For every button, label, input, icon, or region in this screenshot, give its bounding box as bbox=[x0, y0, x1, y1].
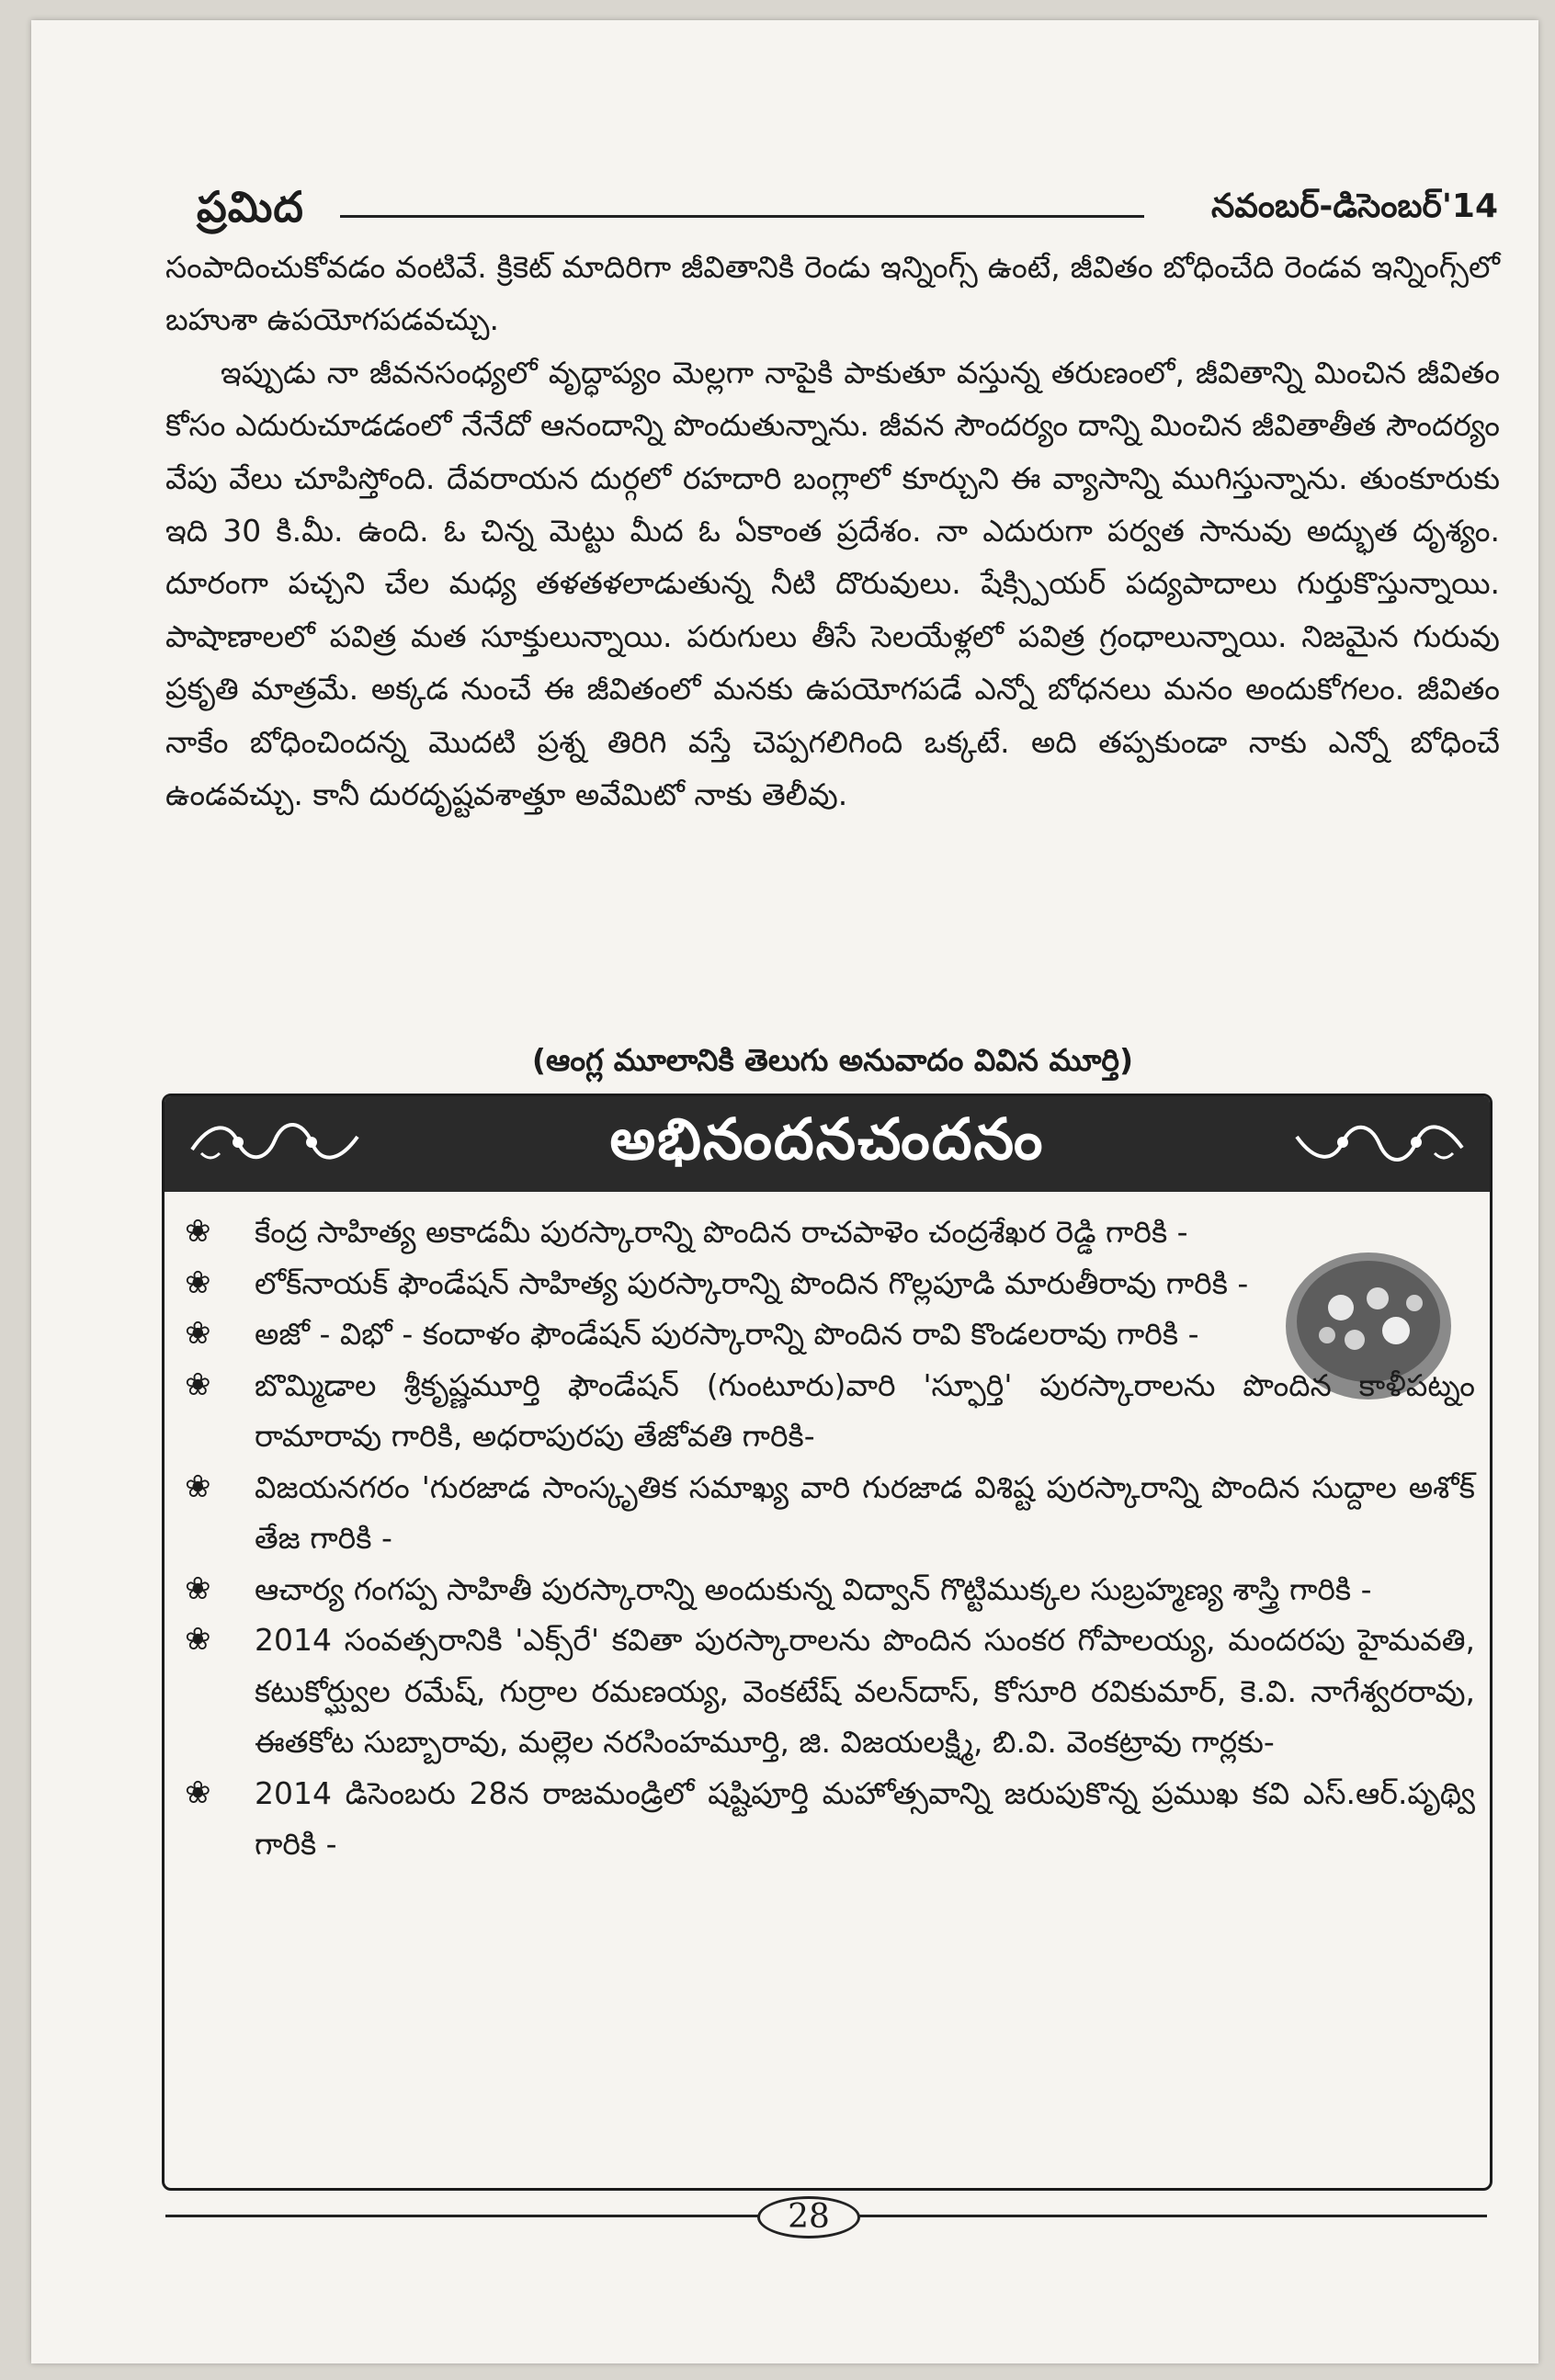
flower-bullet-icon: ❀ bbox=[185, 1468, 211, 1505]
article-body bbox=[165, 241, 1500, 821]
award-text: బొమ్మిడాల శ్రీకృష్ణమూర్తి ఫౌండేషన్ (గుంటూరు)వారి 'స్ఫూర్తి' పురస్కారాలను పొందిన కాళీపట్నం రామారావు గారికి, అధరాపురపు తేజోవతి గారికి- bbox=[255, 1366, 1475, 1454]
page-header bbox=[165, 178, 1498, 244]
scroll-ornament-icon bbox=[1288, 1113, 1471, 1172]
award-text: 2014 డిసెంబరు 28న రాజమండ్రిలో షష్టిపూర్తి మహోత్సవాన్ని జరుపుకొన్న ప్రముఖ కవి ఎస్.ఆర్.పృథ్వి గారికి - bbox=[255, 1774, 1475, 1862]
award-item bbox=[176, 1768, 1475, 1870]
award-text: కేంద్ర సాహిత్య అకాడమీ పురస్కారాన్ని పొందిన రాచపాళెం చంద్రశేఖర రెడ్డి గారికి - bbox=[255, 1214, 1188, 1250]
issue-date: నవంబర్-డిసెంబర్'14 bbox=[1210, 187, 1498, 225]
article-paragraph: ఇప్పుడు నా జీవనసంధ్యలో వృద్ధాప్యం మెల్లగా నాపైకి పాకుతూ వస్తున్న తరుణంలో, జీవితాన్ని మించిన జీవితం కోసం ఎదురుచూడడంలో నేనేదో ఆనందాన్ని పొందుతున్నాను. జీవన సౌందర్యం దాన్ని మించిన జీవితాతీత సౌందర్యం వేపు వేలు చూపిస్తోంది. దేవరాయన దుర్గలో రహదారి బంగ్లాలో కూర్చుని ఈ వ్యాసాన్ని ముగిస్తున్నాను. తుంకూరుకు ఇది 30 కి.మీ. ఉంది. ఓ చిన్న మెట్టు మీద ఓ ఏకాంత ప్రదేశం. నా ఎదురుగా పర్వత సానువు అద్భుత దృశ్యం. దూరంగా పచ్చని చేల మధ్య తళతళలాడుతున్న నీటి దొరువులు. షేక్స్పియర్ పద్యపాదాలు గుర్తుకొస్తున్నాయి. పాషాణాలలో పవిత్ర మత సూక్తులున్నాయి. పరుగులు తీసే సెలయేళ్లలో పవిత్ర గ్రంధాలున్నాయి. నిజమైన గురువు ప్రకృతి మాత్రమే. అక్కడ నుంచే ఈ జీవితంలో మనకు ఉపయోగపడే ఎన్నో బోధనలు మనం అందుకోగలం. జీవితం నాకేం బోధించిందన్న మొదటి ప్రశ్న తిరిగి వస్తే చెప్పగలిగింది ఒక్కటే. అది తప్పకుండా నాకు ఎన్నో బోధించే ఉండవచ్చు. కానీ దురదృష్టవశాత్తూ అవేమిటో నాకు తెలీవు. bbox=[165, 354, 1500, 813]
header-rule bbox=[340, 215, 1144, 218]
flower-bullet-icon: ❀ bbox=[185, 1213, 211, 1250]
magazine-page bbox=[31, 20, 1538, 2363]
flower-bullet-icon: ❀ bbox=[185, 1264, 211, 1301]
translator-credit: (ఆంగ్ల మూలానికి తెలుగు అనువాదం వివిన మూర్తి) bbox=[531, 1042, 1134, 1078]
magazine-title: ప్రమిద bbox=[197, 182, 310, 243]
flower-bullet-icon: ❀ bbox=[185, 1315, 211, 1352]
flower-bullet-icon: ❀ bbox=[185, 1366, 211, 1403]
award-text: 2014 సంవత్సరానికి 'ఎక్స్‌రే' కవితా పురస్కారాలను పొందిన సుంకర గోపాలయ్య, మందరపు హైమవతి, కటుకోర్ఘ్వుల రమేష్, గుర్రాల రమణయ్య, వెంకటేష్ వలన్‌దాస్, కోసూరి రవికుమార్, కె.వి. నాగేశ్వరరావు, ఈతకోట సుబ్బారావు, మల్లెల నరసింహమూర్తి, జి. విజయలక్ష్మి, బి.వి. వెంకట్రావు గార్లకు- bbox=[255, 1622, 1475, 1760]
award-item bbox=[176, 1207, 1475, 1258]
award-text: అజో - విభో - కందాళం ఫౌండేషన్ పురస్కారాన్ని పొందిన రావి కొండలరావు గారికి - bbox=[255, 1316, 1199, 1352]
flower-bullet-icon: ❀ bbox=[185, 1774, 211, 1811]
award-item bbox=[176, 1615, 1475, 1768]
award-item bbox=[176, 1564, 1475, 1615]
congrats-title: అభినందనచందనం bbox=[609, 1105, 1045, 1173]
article-paragraph: సంపాదించుకోవడం వంటివే. క్రికెట్ మాదిరిగా జీవితానికి రెండు ఇన్నింగ్స్ ఉంటే, జీవితం బోధించేది రెండవ ఇన్నింగ్స్‌లో బహుశా ఉపయోగపడవచ్చు. bbox=[165, 249, 1500, 338]
congrats-box bbox=[162, 1094, 1493, 2191]
award-text: విజయనగరం 'గురజాడ సాంస్కృతిక సమాఖ్య వారి గురజాడ విశిష్ట పురస్కారాన్ని పొందిన సుద్దాల అశోక్ తేజ గారికి - bbox=[255, 1468, 1475, 1556]
award-text: లోక్‌నాయక్ ఫౌండేషన్ సాహిత్య పురస్కారాన్ని పొందిన గొల్లపూడి మారుతీరావు గారికి - bbox=[255, 1264, 1249, 1301]
congrats-banner bbox=[165, 1096, 1490, 1192]
award-item bbox=[176, 1258, 1475, 1309]
award-list bbox=[176, 1207, 1475, 1870]
page-number: 28 bbox=[757, 2196, 860, 2238]
flower-bullet-icon: ❀ bbox=[185, 1621, 211, 1658]
award-text: ఆచార్య గంగప్ప సాహితీ పురస్కారాన్ని అందుకున్న విద్వాన్ గొట్టిముక్కల సుబ్రహ్మణ్య శాస్త్రి గారికి - bbox=[255, 1570, 1372, 1607]
award-item bbox=[176, 1309, 1475, 1360]
award-item bbox=[176, 1462, 1475, 1564]
award-item bbox=[176, 1360, 1475, 1462]
flower-bullet-icon: ❀ bbox=[185, 1570, 211, 1607]
